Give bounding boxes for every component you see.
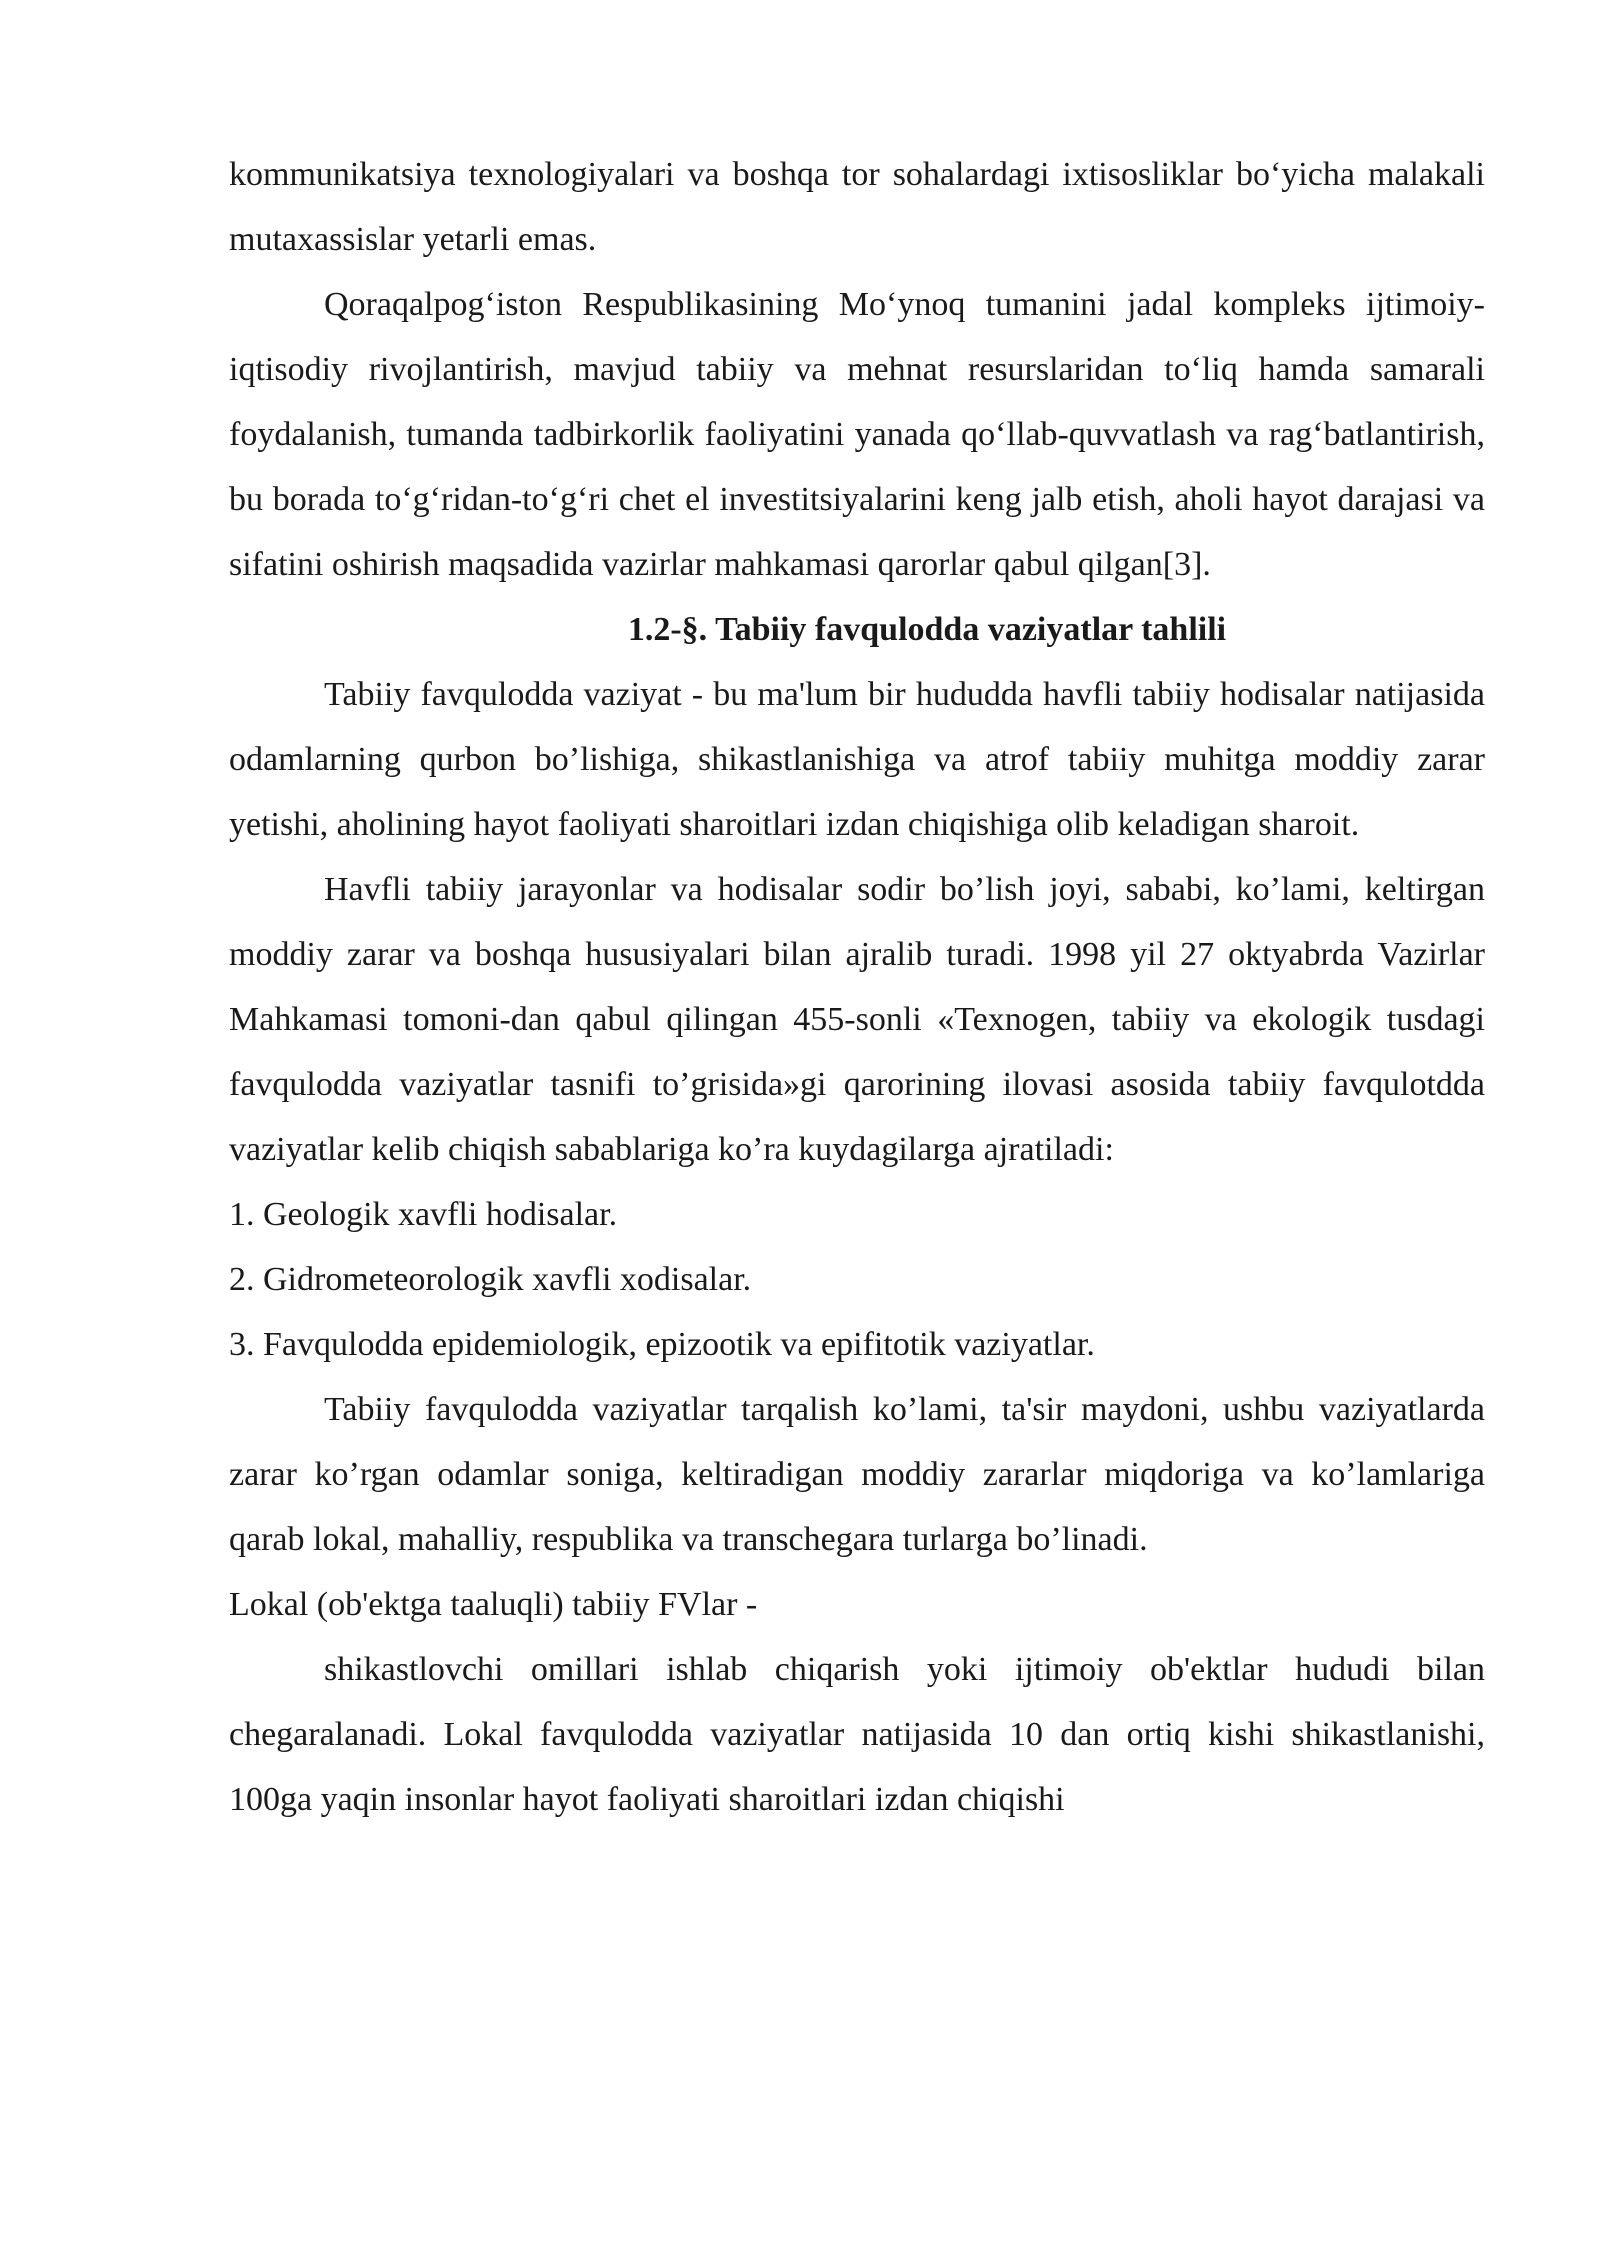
section-heading: 1.2-§. Tabiiy favqulodda vaziyatlar tahlili bbox=[627, 611, 1227, 648]
paragraph-local-label: Lokal (ob'ektga taaluqli) tabiiy FVlar - bbox=[229, 1586, 758, 1623]
paragraph-local-description: shikastlovchi omillari ishlab chiqarish yoki ijtimoiy ob'ektlar hududi bilan chegaralanadi. Lokal favqulodda vaziyatlar natijasida 10 dan ortiq kishi shikastlanishi, 100ga yaqin insonlar hayot faoliyati sharoitlari izdan chiqishi bbox=[229, 1651, 1485, 1818]
paragraph-moynoq-development: Qoraqalpog‘iston Respublikasining Mo‘ynoq tumanini jadal kompleks ijtimoiy-iqtisodiy rivojlantirish, mavjud tabiiy va mehnat resurslaridan to‘liq hamda samarali foydalanish, tumanda tadbirkorlik faoliyatini yanada qo‘llab-quvvatlash va rag‘batlantirish, bu borada to‘g‘ridan-to‘g‘ri chet el investitsiyalarini keng jalb etish, aholi hayot darajasi va sifatini oshirish maqsadida vazirlar mahkamasi qarorlar qabul qilgan[3]. bbox=[229, 286, 1485, 583]
document-page bbox=[229, 142, 1485, 1832]
paragraph-definition: Tabiiy favqulodda vaziyat - bu ma'lum bir hududda havfli tabiiy hodisalar natijasida odamlarning qurbon bo’lishiga, shikastlanishiga va atrof tabiiy muhitga moddiy zarar yetishi, aholining hayot faoliyati sharoitlari izdan chiqishiga olib keladigan sharoit. bbox=[229, 676, 1485, 843]
paragraph-classification: Havfli tabiiy jarayonlar va hodisalar sodir bo’lish joyi, sababi, ko’lami, keltirgan moddiy zarar va boshqa hususiyalari bilan ajralib turadi. 1998 yil 27 oktyabrda Vazirlar Mahkamasi tomoni-dan qabul qilingan 455-sonli «Texnogen, tabiiy va ekologik tusdagi favqulodda vaziyatlar tasnifi to’grisida»gi qarorining ilovasi asosida tabiiy favqulotdda vaziyatlar kelib chiqish sabablariga ko’ra kuydagilarga ajratiladi: bbox=[229, 871, 1485, 1168]
list-item: 1. Geologik xavfli hodisalar. bbox=[229, 1196, 618, 1233]
list-item: 2. Gidrometeorologik xavfli xodisalar. bbox=[229, 1261, 752, 1298]
paragraph-scale: Tabiiy favqulodda vaziyatlar tarqalish ko’lami, ta'sir maydoni, ushbu vaziyatlarda zarar ko’rgan odamlar soniga, keltiradigan moddiy zararlar miqdoriga va ko’lamlariga qarab lokal, mahalliy, respublika va transchegara turlarga bo’linadi. bbox=[229, 1391, 1485, 1558]
paragraph-continuation: kommunikatsiya texnologiyalari va boshqa tor sohalardagi ixtisosliklar bo‘yicha malakali mutaxassislar yetarli emas. bbox=[229, 156, 1485, 258]
list-item: 3. Favqulodda epidemiologik, epizootik va epifitotik vaziyatlar. bbox=[229, 1326, 1095, 1363]
